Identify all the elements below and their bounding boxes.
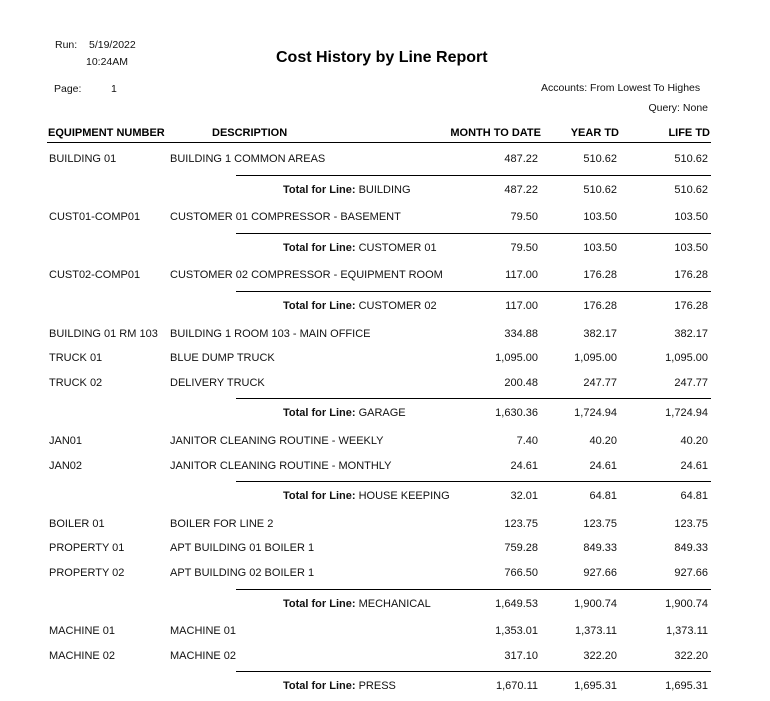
life-td-value: 1,095.00 — [665, 352, 708, 364]
col-description: DESCRIPTION — [212, 127, 288, 139]
total-month-to-date: 1,670.11 — [495, 680, 538, 692]
description: MACHINE 01 — [170, 625, 237, 637]
life-td-value: 927.66 — [674, 567, 708, 579]
month-to-date-value: 317.10 — [504, 650, 538, 662]
total-month-to-date: 487.22 — [504, 184, 538, 196]
total-row — [0, 184, 770, 198]
life-td-value: 123.75 — [674, 518, 708, 530]
accounts-range: Accounts: From Lowest To Highes — [541, 82, 701, 94]
description: CUSTOMER 01 COMPRESSOR - BASEMENT — [170, 211, 401, 223]
year-td-value: 510.62 — [583, 153, 617, 165]
total-year-td: 1,900.74 — [574, 598, 617, 610]
total-life-td: 1,900.74 — [665, 598, 708, 610]
description: BOILER FOR LINE 2 — [170, 518, 274, 530]
total-for-line-label: Total for Line: — [283, 300, 356, 312]
year-td-value: 123.75 — [583, 518, 617, 530]
total-year-td: 1,724.94 — [574, 407, 617, 419]
total-life-td: 176.28 — [674, 300, 708, 312]
month-to-date-value: 759.28 — [504, 542, 538, 554]
total-divider — [236, 398, 711, 399]
total-row — [0, 680, 770, 694]
total-life-td: 1,724.94 — [665, 407, 708, 419]
life-td-value: 103.50 — [674, 211, 708, 223]
equipment-number: CUST02-COMP01 — [49, 269, 141, 281]
total-divider — [236, 175, 711, 176]
life-td-value: 322.20 — [674, 650, 708, 662]
table-row — [0, 650, 770, 664]
table-row — [0, 460, 770, 474]
line-name: MECHANICAL — [358, 598, 431, 610]
year-td-value: 40.20 — [589, 435, 617, 447]
month-to-date-value: 123.75 — [504, 518, 538, 530]
table-row — [0, 518, 770, 532]
month-to-date-value: 1,095.00 — [495, 352, 538, 364]
total-row — [0, 490, 770, 504]
total-divider — [236, 481, 711, 482]
table-row — [0, 377, 770, 391]
year-td-value: 1,095.00 — [574, 352, 617, 364]
table-row — [0, 328, 770, 342]
year-td-value: 1,373.11 — [574, 625, 617, 637]
total-row — [0, 598, 770, 612]
month-to-date-value: 334.88 — [504, 328, 538, 340]
run-label: Run: — [55, 39, 78, 51]
table-row — [0, 435, 770, 449]
life-td-value: 176.28 — [674, 269, 708, 281]
report-title: Cost History by Line Report — [276, 49, 488, 66]
total-year-td: 1,695.31 — [574, 680, 617, 692]
total-divider — [236, 589, 711, 590]
line-name: CUSTOMER 01 — [358, 242, 437, 254]
total-month-to-date: 79.50 — [510, 242, 538, 254]
month-to-date-value: 487.22 — [504, 153, 538, 165]
line-name: BUILDING — [358, 184, 411, 196]
month-to-date-value: 79.50 — [510, 211, 538, 223]
year-td-value: 103.50 — [583, 211, 617, 223]
total-label — [283, 680, 396, 692]
line-name: CUSTOMER 02 — [358, 300, 437, 312]
equipment-number: PROPERTY 02 — [49, 567, 125, 579]
equipment-number: BOILER 01 — [49, 518, 105, 530]
query-text: Query: None — [648, 102, 708, 114]
table-row — [0, 269, 770, 283]
life-td-value: 1,373.11 — [665, 625, 708, 637]
total-life-td: 1,695.31 — [665, 680, 708, 692]
total-row — [0, 300, 770, 314]
page-label: Page: — [54, 83, 82, 95]
col-year-td: YEAR TD — [570, 127, 619, 139]
month-to-date-value: 117.00 — [505, 269, 538, 281]
total-life-td: 103.50 — [674, 242, 708, 254]
equipment-number: MACHINE 02 — [49, 650, 116, 662]
equipment-number: CUST01-COMP01 — [49, 211, 141, 223]
description: MACHINE 02 — [170, 650, 237, 662]
equipment-number: PROPERTY 01 — [49, 542, 125, 554]
life-td-value: 24.61 — [680, 460, 708, 472]
total-year-td: 103.50 — [583, 242, 617, 254]
total-for-line-label: Total for Line: — [283, 598, 356, 610]
table-row — [0, 625, 770, 639]
total-month-to-date: 32.01 — [510, 490, 538, 502]
equipment-number: JAN02 — [49, 460, 83, 472]
equipment-number: TRUCK 02 — [49, 377, 103, 389]
total-row — [0, 242, 770, 256]
description: JANITOR CLEANING ROUTINE - MONTHLY — [170, 460, 392, 472]
total-label — [283, 242, 437, 254]
description: DELIVERY TRUCK — [170, 377, 265, 389]
description: CUSTOMER 02 COMPRESSOR - EQUIPMENT ROOM — [170, 269, 443, 281]
description: BLUE DUMP TRUCK — [170, 352, 275, 364]
total-life-td: 64.81 — [680, 490, 708, 502]
total-label — [283, 300, 437, 312]
life-td-value: 849.33 — [674, 542, 708, 554]
description: BUILDING 1 ROOM 103 - MAIN OFFICE — [170, 328, 371, 340]
year-td-value: 176.28 — [583, 269, 617, 281]
total-for-line-label: Total for Line: — [283, 490, 356, 502]
table-row — [0, 211, 770, 225]
total-divider — [236, 291, 711, 292]
equipment-number: MACHINE 01 — [49, 625, 116, 637]
total-divider — [236, 233, 711, 234]
life-td-value: 510.62 — [674, 153, 708, 165]
total-label — [283, 407, 406, 419]
life-td-value: 247.77 — [674, 377, 708, 389]
total-year-td: 176.28 — [583, 300, 617, 312]
line-name: GARAGE — [358, 407, 406, 419]
description: JANITOR CLEANING ROUTINE - WEEKLY — [170, 435, 384, 447]
equipment-number: TRUCK 01 — [49, 352, 103, 364]
total-year-td: 64.81 — [589, 490, 617, 502]
header-divider — [47, 142, 711, 143]
year-td-value: 382.17 — [583, 328, 617, 340]
equipment-number: BUILDING 01 — [49, 153, 117, 165]
page-number: 1 — [111, 83, 117, 95]
year-td-value: 322.20 — [583, 650, 617, 662]
total-row — [0, 407, 770, 421]
equipment-number: BUILDING 01 RM 103 — [49, 328, 158, 340]
col-month-to-date: MONTH TO DATE — [450, 127, 541, 139]
run-date: 5/19/2022 — [89, 39, 136, 51]
month-to-date-value: 7.40 — [516, 435, 538, 447]
total-for-line-label: Total for Line: — [283, 184, 356, 196]
total-for-line-label: Total for Line: — [283, 242, 356, 254]
total-year-td: 510.62 — [583, 184, 617, 196]
life-td-value: 40.20 — [680, 435, 708, 447]
table-row — [0, 352, 770, 366]
line-name: PRESS — [358, 680, 396, 692]
month-to-date-value: 766.50 — [504, 567, 538, 579]
month-to-date-value: 1,353.01 — [495, 625, 538, 637]
life-td-value: 382.17 — [674, 328, 708, 340]
total-label — [283, 490, 450, 502]
description: BUILDING 1 COMMON AREAS — [170, 153, 326, 165]
month-to-date-value: 200.48 — [504, 377, 538, 389]
total-for-line-label: Total for Line: — [283, 407, 356, 419]
month-to-date-value: 24.61 — [510, 460, 538, 472]
col-life-td: LIFE TD — [668, 127, 710, 139]
description: APT BUILDING 01 BOILER 1 — [170, 542, 315, 554]
year-td-value: 24.61 — [589, 460, 617, 472]
total-divider — [236, 671, 711, 672]
description: APT BUILDING 02 BOILER 1 — [170, 567, 315, 579]
run-time: 10:24AM — [86, 56, 129, 68]
table-row — [0, 542, 770, 556]
table-row — [0, 153, 770, 167]
total-for-line-label: Total for Line: — [283, 680, 356, 692]
year-td-value: 927.66 — [583, 567, 617, 579]
total-month-to-date: 1,649.53 — [495, 598, 538, 610]
year-td-value: 247.77 — [583, 377, 617, 389]
equipment-number: JAN01 — [49, 435, 83, 447]
total-label — [283, 184, 411, 196]
total-month-to-date: 117.00 — [505, 300, 538, 312]
table-row — [0, 567, 770, 581]
year-td-value: 849.33 — [583, 542, 617, 554]
line-name: HOUSE KEEPING — [358, 490, 450, 502]
total-month-to-date: 1,630.36 — [495, 407, 538, 419]
total-label — [283, 598, 431, 610]
total-life-td: 510.62 — [674, 184, 708, 196]
col-equipment-number: EQUIPMENT NUMBER — [48, 127, 165, 139]
